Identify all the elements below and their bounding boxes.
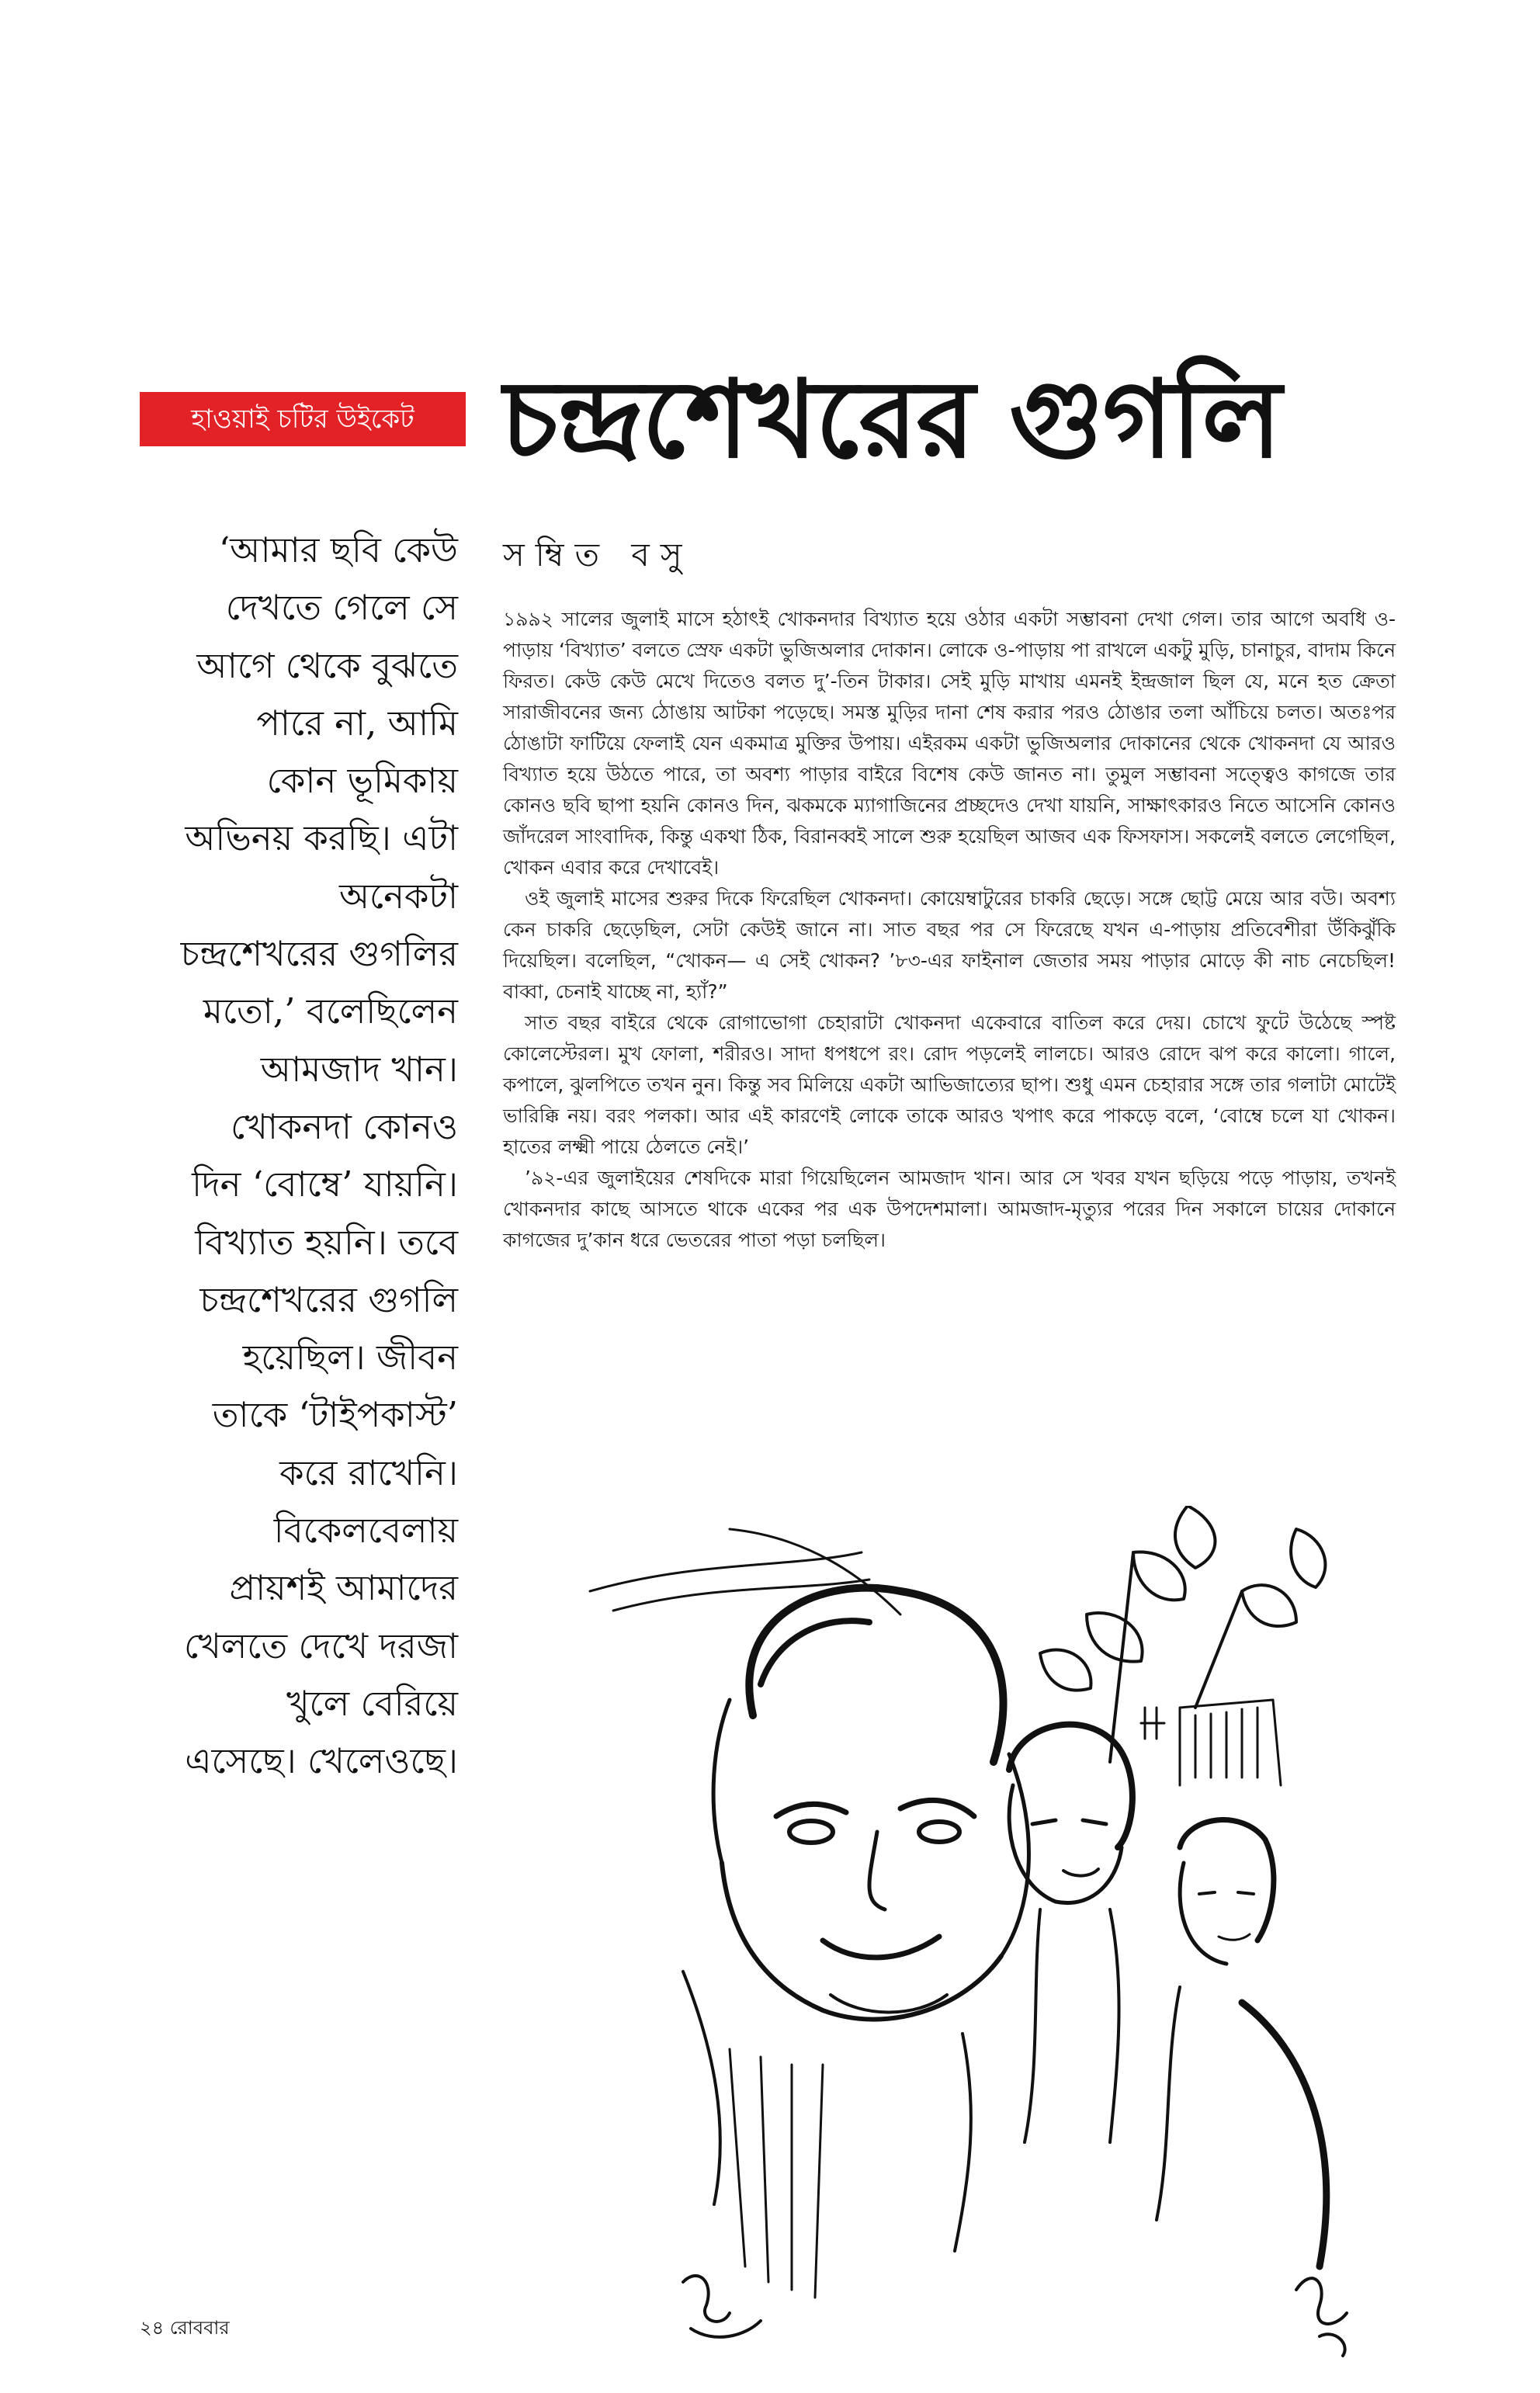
pullquote-line: চন্দ্রশেখরের গুগলির	[180, 933, 458, 975]
section-tag: হাওয়াই চটির উইকেট	[140, 392, 466, 446]
second-figure-sketch	[1009, 1725, 1132, 2142]
pullquote-line: খোকনদা কোনও	[231, 1105, 458, 1147]
body-paragraph: ’৯২-এর জুলাইয়ের শেষদিকে মারা গিয়েছিলেন আমজাদ খান। আর সে খবর যখন ছড়িয়ে পড়ে পাড়ায়, তখনই খোকনদার কাছে আসতে থাকে একের পর এক উপদেশমালা। আমজাদ-মৃত্যুর পরের দিন সকালে চায়ের দোকানে কাগজের দু’কান ধরে ভেতরের পাতা পড়া চলছিল।	[503, 1167, 1396, 1251]
pullquote-line: বিখ্যাত হয়নি। তবে	[195, 1221, 458, 1263]
sketch-illustration	[497, 1506, 1467, 2375]
signature-mark	[683, 2276, 1347, 2356]
pullquote-line: মতো,’ বলেছিলেন	[203, 990, 458, 1032]
pullquote-line: কোন ভূমিকায়	[266, 760, 458, 802]
pullquote-line: আমজাদ খান।	[260, 1048, 458, 1090]
body-paragraph: সাত বছর বাইরে থেকে রোগাভোগা চেহারাটা খোকনদা একেবারে বাতিল করে দেয়। চোখে ফুটে উঠেছে স্পষ্ট কোলেস্টেরল। মুখ ফোলা, শরীরও। সাদা ধপধপে রং। রোদ পড়লেই লালচে। আরও রোদে ঝপ করে কালো। গালে, কপালে, ঝুলপিতে তখন নুন। কিন্তু সব মিলিয়ে একটা আভিজাত্যের ছাপ। শুধু এমন চেহারার সঙ্গে তার গলাটা মোটেই ভারিক্কি নয়। বরং পলকা। আর এই কারণেই লোকে তাকে আরও খপাৎ করে পাকড়ে বলে, ‘বোম্বে চলে যা খোকন। হাতের লক্ষ্মী পায়ে ঠেলতে নেই।’	[503, 1011, 1396, 1158]
pullquote-line: অনেকটা	[339, 875, 458, 917]
pullquote-line: প্রায়শই আমাদের	[229, 1567, 458, 1609]
pullquote-line: এসেছে। খেলেওছে।	[185, 1740, 458, 1782]
third-figure-sketch	[1157, 1820, 1327, 2266]
headline: চন্দ্রশেখরের গুগলি	[501, 355, 1281, 482]
pullquote-line: পারে না, আমি	[256, 702, 458, 744]
pullquote-line: আগে থেকে বুঝতে	[196, 644, 458, 686]
pullquote-line: অভিনয় করছি। এটা	[185, 817, 458, 859]
pullquote-line: খেলতে দেখে দরজা	[183, 1625, 458, 1666]
pullquote	[109, 522, 458, 1791]
byline: সম্বিত বসু	[503, 536, 693, 574]
pullquote-line: খুলে বেরিয়ে	[286, 1682, 458, 1724]
pullquote-line: চন্দ্রশেখরের গুগলি	[199, 1278, 458, 1320]
pullquote-line: ‘আমার ছবি কেউ	[218, 529, 458, 571]
pullquote-line: তাকে ‘টাইপকাস্ট’	[212, 1394, 458, 1436]
body-paragraph: ওই জুলাই মাসের শুরুর দিকে ফিরেছিল খোকনদা। কোয়েম্বাটুরের চাকরি ছেড়ে। সঙ্গে ছোট্ট মেয়ে আর বউ। অবশ্য কেন চাকরি ছেড়েছিল, সেটা কেউই জানে না। সাত বছর পর সে ফিরেছে যখন এ-পাড়ায় প্রতিবেশীরা উঁকিঝুঁকি দিয়েছিল। বলেছিল, “খোকন— এ সেই খোকন? ’৮৩-এর ফাইনাল জেতার সময় পাড়ার মোড়ে কী নাচ নেচেছিল! বাব্বা, চেনাই যাচ্ছে না, হ্যাঁ?”	[503, 887, 1396, 1003]
wind-lines	[590, 1529, 900, 1614]
body-paragraph: ১৯৯২ সালের জুলাই মাসে হঠাৎই খোকনদার বিখ্যাত হয়ে ওঠার একটা সম্ভাবনা দেখা গেল। তার আগে অবধি ও-পাড়ায় ‘বিখ্যাত’ বলতে স্রেফ একটা ভুজিঅলার দোকান। লোকে ও-পাড়ায় পা রাখলে একটু মুড়ি, চানাচুর, বাদাম কিনে ফিরত। কেউ কেউ মেখে দিতেও বলত দু’-তিন টাকার। সেই মুড়ি মাখায় এমনই ইন্দ্রজাল ছিল যে, মনে হত ক্রেতা সারাজীবনের জন্য ঠোঙায় আটকা পড়েছে। সমস্ত মুড়ির দানা শেষ করার পরও ঠোঙার তলা আঁচিয়ে চলত। অতঃপর ঠোঙাটা ফাটিয়ে ফেলাই যেন একমাত্র মুক্তির উপায়। এইরকম একটা ভুজিঅলার দোকানের থেকে খোকনদা যে আরও বিখ্যাত হয়ে উঠতে পারে, তা অবশ্য পাড়ার বাইরে বিশেষ কেউ জানত না। তুমুল সম্ভাবনা সত্ত্বেও কাগজে তার কোনও ছবি ছাপা হয়নি কোনও দিন, ঝকমকে ম্যাগাজিনের প্রচ্ছদেও দেখা যায়নি, সাক্ষাৎকারও নিতে আসেনি কোনও জাঁদরেল সাংবাদিক, কিন্তু একথা ঠিক, বিরানব্বই সালে শুরু হয়েছিল আজব এক ফিসফাস। সকলেই বলতে লেগেছিল, খোকন এবার করে দেখাবেই।	[503, 608, 1396, 879]
house-sketch	[1141, 1700, 1281, 1785]
pullquote-line: দেখতে গেলে সে	[225, 587, 458, 629]
pullquote-line: দিন ‘বোম্বে’ যায়নি।	[192, 1164, 458, 1205]
pullquote-line: হয়েছিল। জীবন	[242, 1337, 458, 1379]
pullquote-line: বিকেলবেলায়	[273, 1510, 458, 1552]
main-face-sketch	[683, 1588, 1028, 2298]
page-folio: ২৪ রোববার	[140, 2317, 230, 2339]
pullquote-line: করে রাখেনি।	[279, 1451, 458, 1493]
article-body	[503, 604, 1396, 1256]
